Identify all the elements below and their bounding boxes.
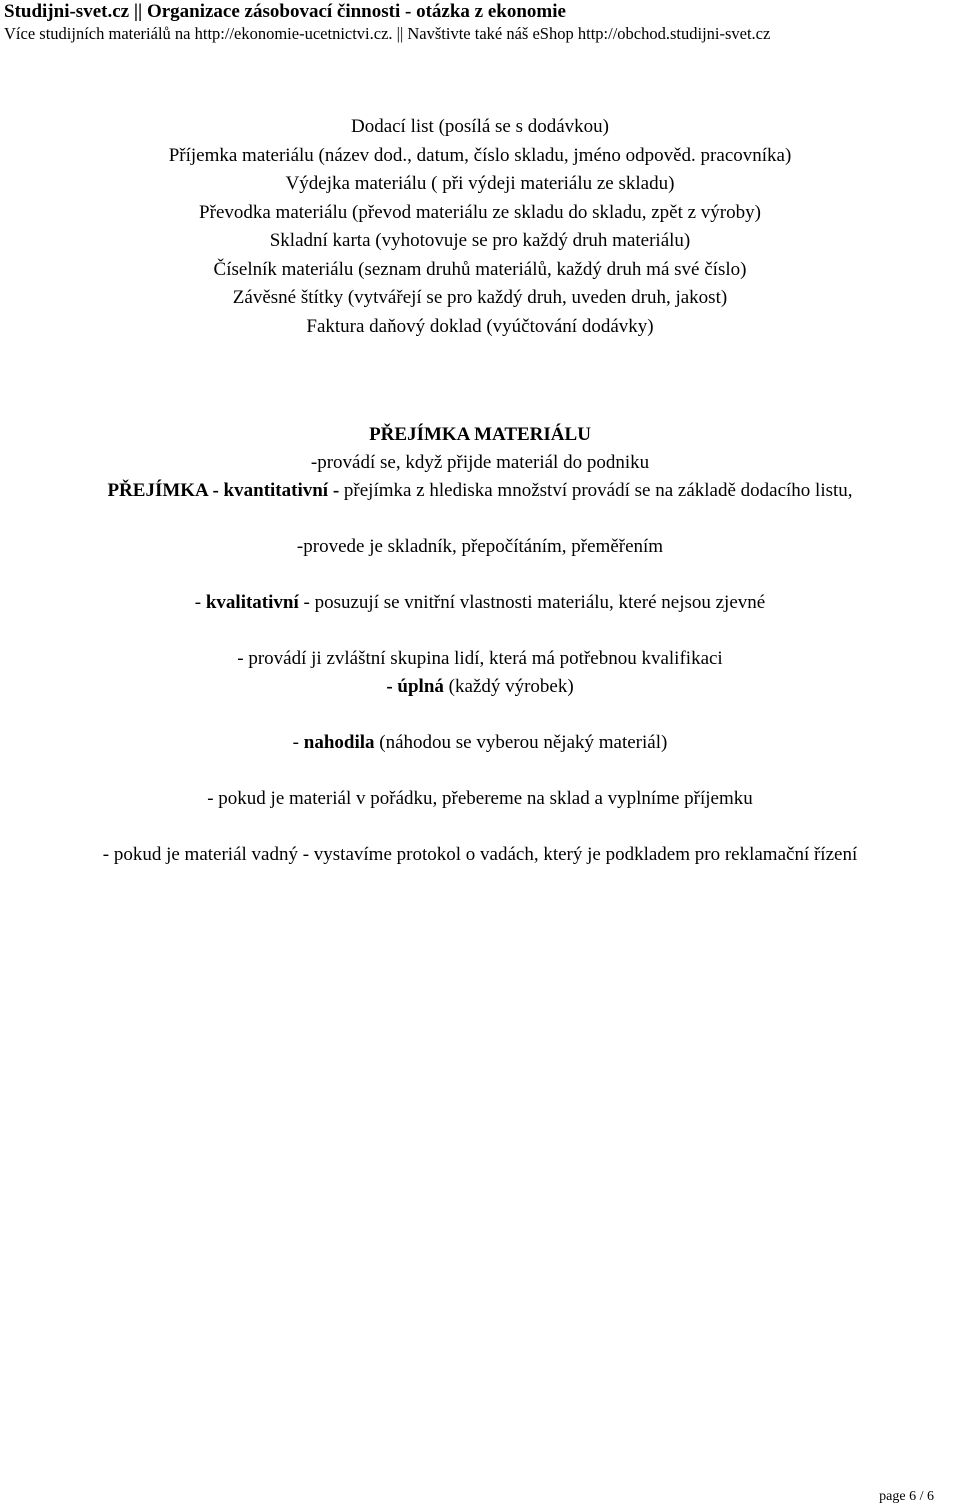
uplna-line [0,674,960,700]
kvalitativni-detail: - provádí ji zvláštní skupina lidí, která má potřebnou kvalifikaci [237,648,723,669]
kvantitativni-detail: -provede je skladník, přepočítáním, přeměřením [296,536,664,557]
list-item: Faktura daňový doklad (vyúčtování dodávky) [306,315,654,337]
kvantitativni-text: přejímka z hlediska množství provádí se na základě dodacího listu, [339,480,853,501]
ok-line: - pokud je materiál v pořádku, přebereme na sklad a vyplníme příjemku [207,788,753,809]
uplna-term: - úplná [386,676,444,697]
section-intro: -provádí se, když přijde materiál do podniku [310,452,650,473]
page-number: page 6 / 6 [879,1489,934,1504]
header-title: Studijni-svet.cz || Organizace zásobovací činnosti - otázka z ekonomie [4,1,566,22]
kvalitativni-term: kvalitativní [205,592,299,613]
kvalitativni-text: - posuzují se vnitřní vlastnosti materiálu, které nejsou zjevné [298,592,766,613]
list-item: Závěsné štítky (vytvářejí se pro každý druh, uveden druh, jakost) [232,287,728,308]
kvantitativni-line [0,478,960,504]
kvalitativni-line: - kvalitativní - posuzují se vnitřní vlastnosti materiálu, které nejsou zjevné [194,592,766,613]
section-heading: PŘEJÍMKA MATERIÁLU [369,424,591,445]
list-item: Číselník materiálu (seznam druhů materiálů, každý druh má své číslo) [213,258,747,280]
kvantitativni-term: PŘEJÍMKA - kvantitativní - [107,480,340,501]
vadny-line: - pokud je materiál vadný - vystavíme protokol o vadách, který je podkladem pro reklamační řízení [102,844,858,865]
list-item: Dodací list (posílá se s dodávkou) [350,116,610,137]
documents-list [0,113,960,341]
header-links: Více studijních materiálů na http://ekonomie-ucetnictvi.cz. || Navštivte také náš eShop http://obchod.studijni-svet.cz [4,24,771,43]
nahodila-line: - nahodila (náhodou se vyberou nějaký materiál) [292,732,668,753]
list-item: Výdejka materiálu ( při výdeji materiálu ze skladu) [285,173,675,194]
list-item: Převodka materiálu (převod materiálu ze skladu do skladu, zpět z výroby) [199,201,761,223]
list-item: Příjemka materiálu (název dod., datum, číslo skladu, jméno odpověd. pracovníka) [168,144,792,166]
page-header [0,0,960,46]
nahodila-term: nahodila [303,732,375,753]
nahodila-text: (náhodou se vyberou nějaký materiál) [374,732,668,753]
uplna-text: (každý výrobek) [443,676,574,697]
list-item: Skladní karta (vyhotovuje se pro každý druh materiálu) [269,230,691,251]
